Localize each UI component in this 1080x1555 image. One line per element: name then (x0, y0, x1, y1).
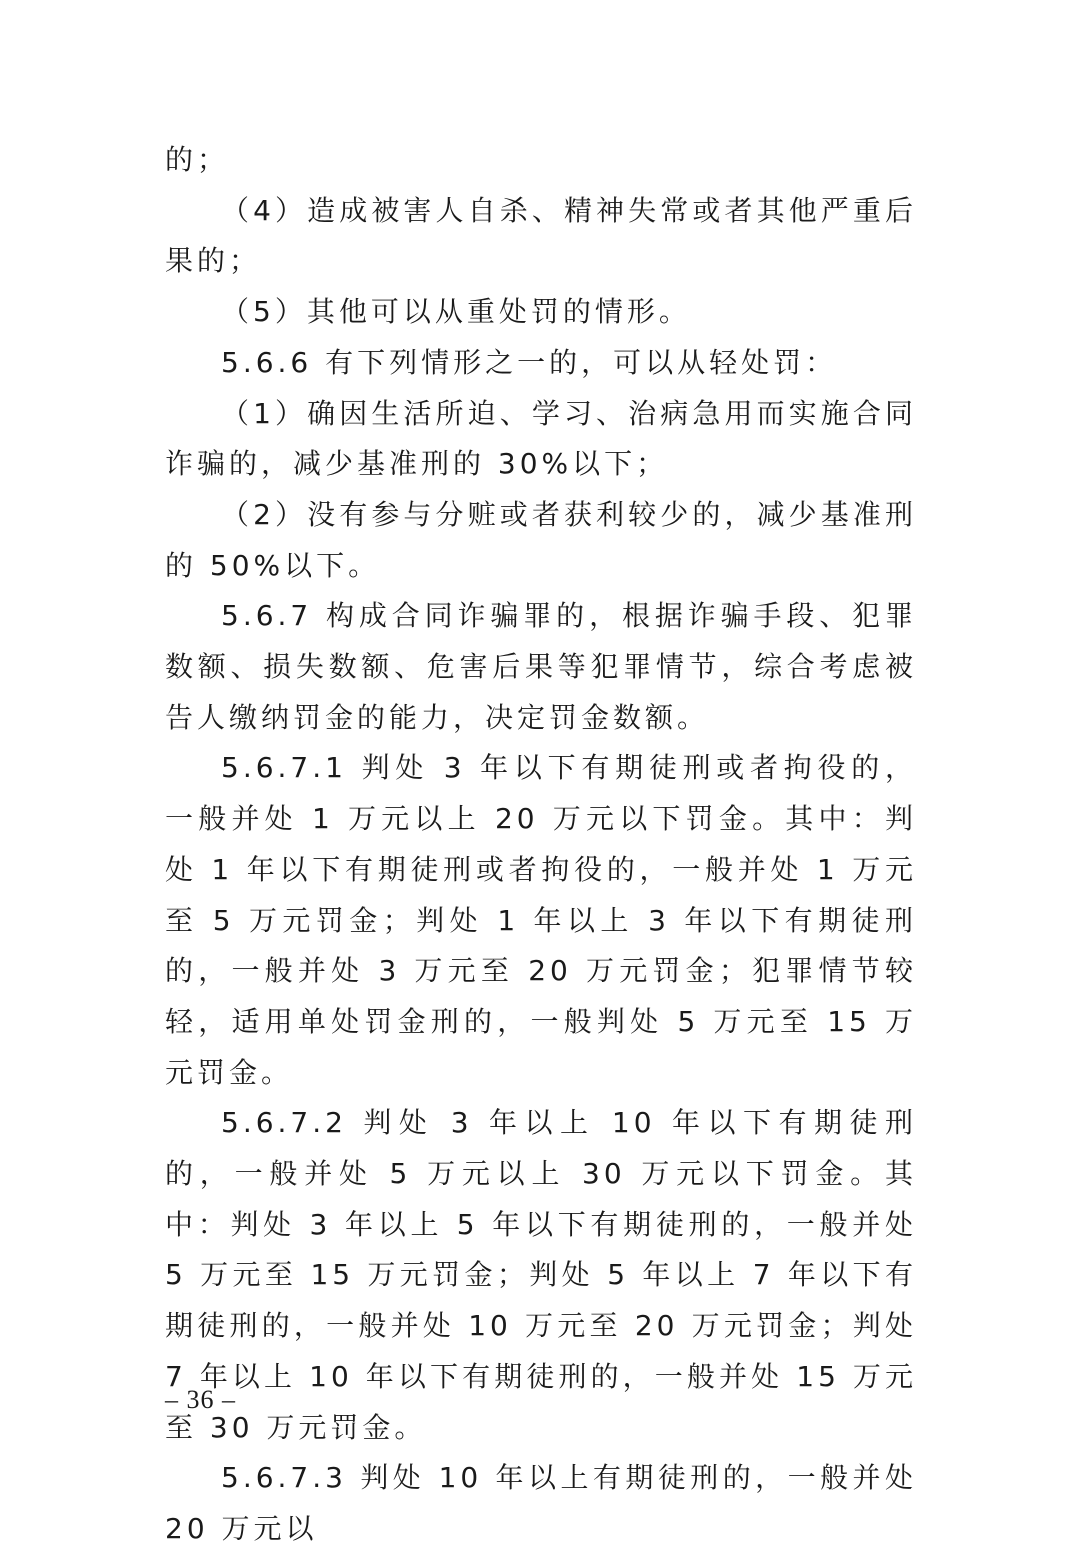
paragraph-5-6-7-1: 5.6.7.1 判处 3 年以下有期徒刑或者拘役的，一般并处 1 万元以上 20 万元以下罚金。其中：判处 1 年以下有期徒刑或者拘役的，一般并处 1 万元至 5 万元罚金；判处 1 年以上 3 年以下有期徒刑的，一般并处 3 万元至 20 万元罚金；犯罪情节较轻，适用单处罚金刑的，一般判处 5 万元至 15 万元罚金。 (165, 751, 917, 1089)
paragraph-item-1: （1）确因生活所迫、学习、治病急用而实施合同诈骗的，减少基准刑的 30%以下； (165, 396, 917, 481)
paragraph-item-4: （4）造成被害人自杀、精神失常或者其他严重后果的； (165, 193, 917, 278)
paragraph-5-6-6: 5.6.6 有下列情形之一的，可以从轻处罚： (221, 345, 838, 379)
paragraph-item-5: （5）其他可以从重处罚的情形。 (221, 295, 691, 329)
page-body (165, 135, 917, 1555)
page-number: – 36 – (165, 1385, 236, 1414)
paragraph-item-2: （2）没有参与分赃或者获利较少的，减少基准刑的 50%以下。 (165, 497, 917, 582)
paragraph-5-6-7: 5.6.7 构成合同诈骗罪的，根据诈骗手段、犯罪数额、损失数额、危害后果等犯罪情节，综合考虑被告人缴纳罚金的能力，决定罚金数额。 (165, 599, 917, 734)
paragraph-5-6-7-2: 5.6.7.2 判处 3 年以上 10 年以下有期徒刑的，一般并处 5 万元以上 30 万元以下罚金。其中：判处 3 年以上 5 年以下有期徒刑的，一般并处 5 万元至 15 万元罚金；判处 5 年以上 7 年以下有期徒刑的，一般并处 10 万元至 20 万元罚金；判处 7 年以上 10 年以下有期徒刑的，一般并处 15 万元至 30 万元罚金。 (165, 1106, 917, 1444)
paragraph-continuation: 的； (165, 143, 230, 176)
paragraph-5-6-7-3: 5.6.7.3 判处 10 年以上有期徒刑的，一般并处 20 万元以 (165, 1461, 917, 1545)
